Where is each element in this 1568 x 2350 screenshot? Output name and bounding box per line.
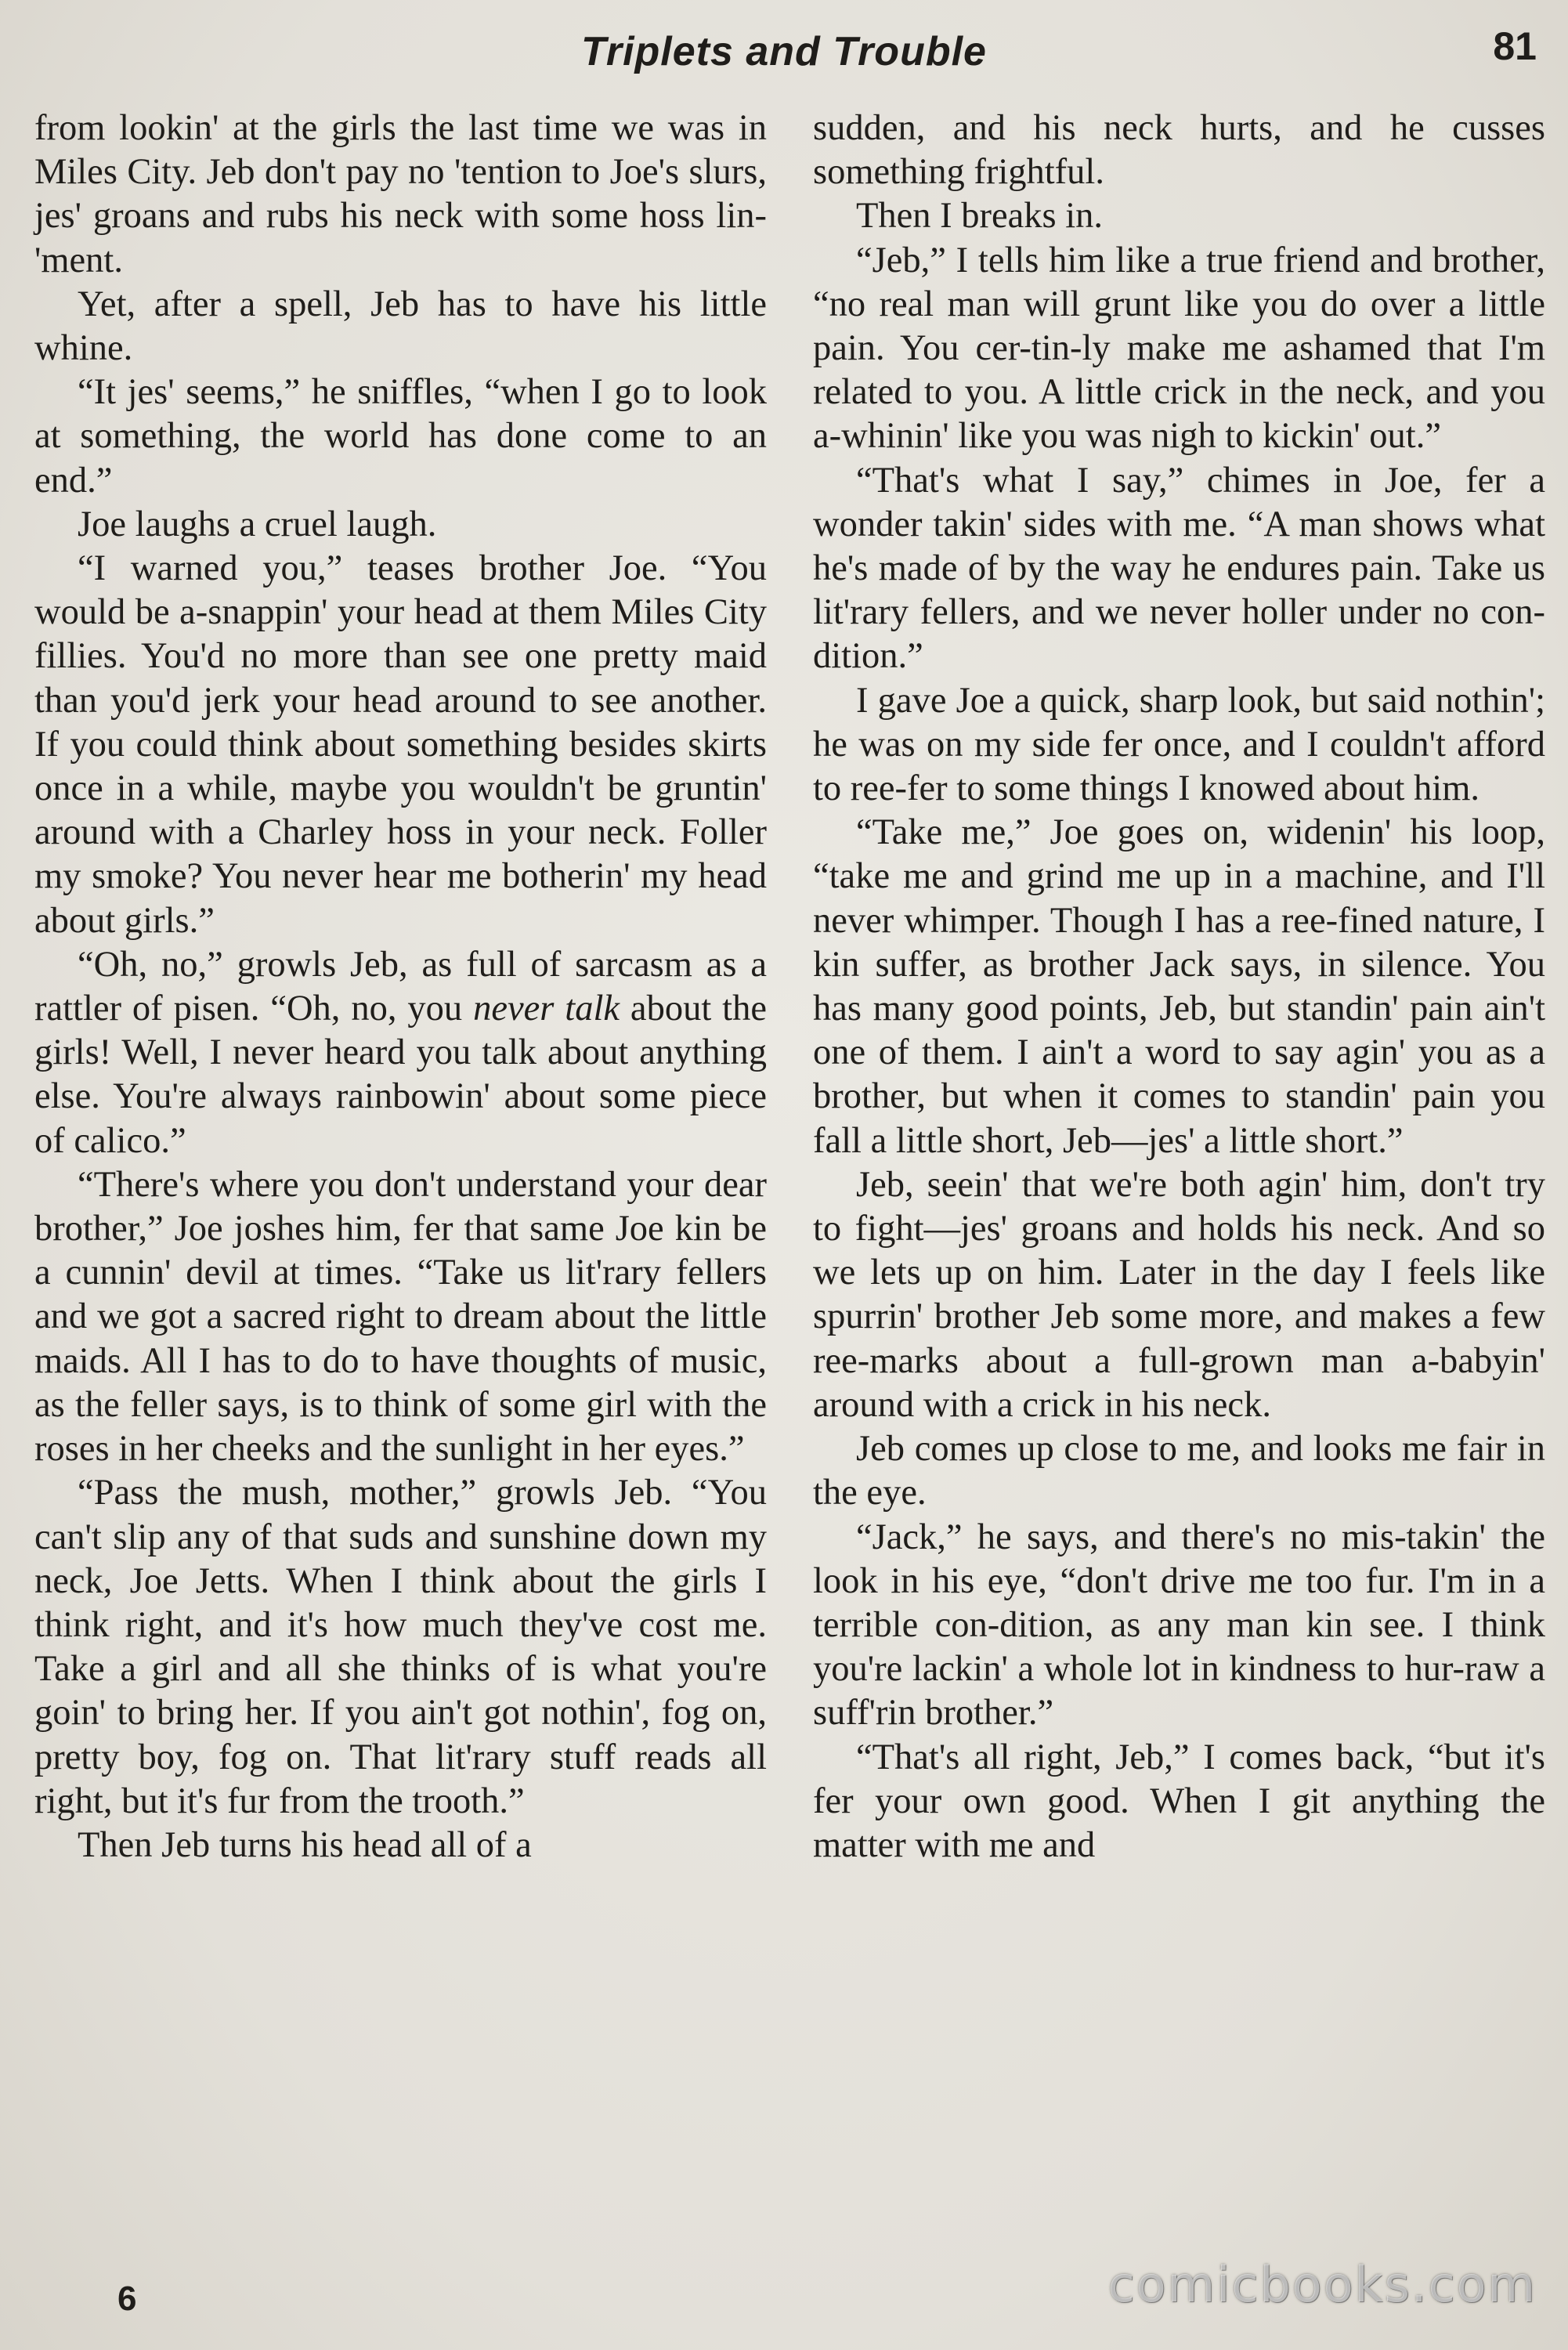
paragraph: “Jack,” he says, and there's no mis-takin' the look in his eye, “don't drive me too fur. I'm in a terrible con-dition, as any man kin see. I think you're lackin' a whole lot in kindness to hur-raw a suff'rin brother.” xyxy=(813,1517,1545,1734)
paragraph: Then Jeb turns his head all of a xyxy=(78,1824,532,1865)
page-number: 81 xyxy=(1493,24,1537,68)
paragraph: “Pass the mush, mother,” growls Jeb. “You can't slip any of that suds and sunshine down my neck, Joe Jetts. When I think about the girls I think right, and it's how much they've cost me. Take a girl and all she thinks of is what you're goin' to bring her. If you ain't got nothin', fog on, pretty boy, fog on. That lit'rary stuff reads all right, but it's fur from the trooth.” xyxy=(34,1473,767,1821)
paragraph: “That's all right, Jeb,” I comes back, “but it's fer your own good. When I git anything the matter with me and xyxy=(813,1737,1545,1865)
paragraph: “I warned you,” teases brother Joe. “You would be a-snappin' your head at them Miles City fillies. You'd no more than see one pretty maid than you'd jerk your head around to see another. If you could think about something besides skirts once in a while, maybe you wouldn't be gruntin' around with a Charley hoss in your neck. Foller my smoke? You never hear me botherin' my head about girls.” xyxy=(34,548,767,941)
left-column xyxy=(34,107,767,1867)
paragraph: Jeb, seein' that we're both agin' him, don't try to fight—jes' groans and holds his neck. And so we lets up on him. Later in the day I feels like spurrin' brother Jeb some more, and makes a few ree-marks about a full-grown man a-babyin' around with a crick in his neck. xyxy=(813,1164,1545,1425)
paragraph: “There's where you don't understand your dear brother,” Joe joshes him, fer that same Joe kin be a cunnin' devil at times. “Take us lit'rary fellers and we got a sacred right to dream about the little maids. All I has to do to have thoughts of music, as the feller says, is to think of some girl with the roses in her cheeks and the sunlight in her eyes.” xyxy=(34,1164,767,1470)
paragraph-text: “Oh, no,” growls Jeb, as full of sarcasm as a rattler of pisen. “Oh, no, you xyxy=(34,944,767,1029)
paragraph: “That's what I say,” chimes in Joe, fer a wonder takin' sides with me. “A man shows what he's made of by the way he endures pain. Take us lit'rary fellers, and we never holler under no con-dition.” xyxy=(813,460,1545,677)
story-title: Triplets and Trouble xyxy=(581,29,987,74)
paragraph: Then I breaks in. xyxy=(856,196,1104,237)
right-column xyxy=(813,107,1545,1867)
running-head xyxy=(0,22,1568,85)
signature-mark: 6 xyxy=(117,2280,137,2318)
paragraph: Joe laughs a cruel laugh. xyxy=(78,504,437,544)
paragraph: I gave Joe a quick, sharp look, but said nothin'; he was on my side fer once, and I couldn't afford to ree-fer to some things I knowed about him. xyxy=(813,680,1545,809)
paragraph: “Take me,” Joe goes on, widenin' his loop, “take me and grind me up in a machine, and I'll never whimper. Though I has a ree-fined nature, I kin suffer, as brother Jack says, in silence. You has many good points, Jeb, but standin' pain ain't one of them. I ain't a word to say agin' you as a brother, but when it comes to standin' pain you fall a little short, Jeb—jes' a little short.” xyxy=(813,812,1545,1161)
paragraph-text: about the girls! Well, I never heard you talk about anything else. You're always rainbowin' about some piece of calico.” xyxy=(34,989,767,1161)
paragraph: “It jes' seems,” he sniffles, “when I go to look at something, the world has done come to an end.” xyxy=(34,372,767,501)
paragraph: from lookin' at the girls the last time we was in Miles City. Jeb don't pay no 'tention to Joe's slurs, jes' groans and rubs his neck with some hoss lin-'ment. xyxy=(34,108,767,280)
paragraph xyxy=(34,943,767,1163)
paragraph: Yet, after a spell, Jeb has to have his little whine. xyxy=(34,284,767,369)
paragraph: Jeb comes up close to me, and looks me fair in the eye. xyxy=(813,1429,1545,1513)
paragraph: sudden, and his neck hurts, and he cusses something frightful. xyxy=(813,108,1545,193)
emphasis-text: never talk xyxy=(473,989,620,1029)
paragraph: “Jeb,” I tells him like a true friend and brother, “no real man will grunt like you do over a little pain. You cer-tin-ly make me ashamed that I'm related to you. A little crick in the neck, and you a-whinin' like you was nigh to kickin' out.” xyxy=(813,240,1545,457)
site-watermark: comicbooks.com xyxy=(1107,2256,1537,2313)
